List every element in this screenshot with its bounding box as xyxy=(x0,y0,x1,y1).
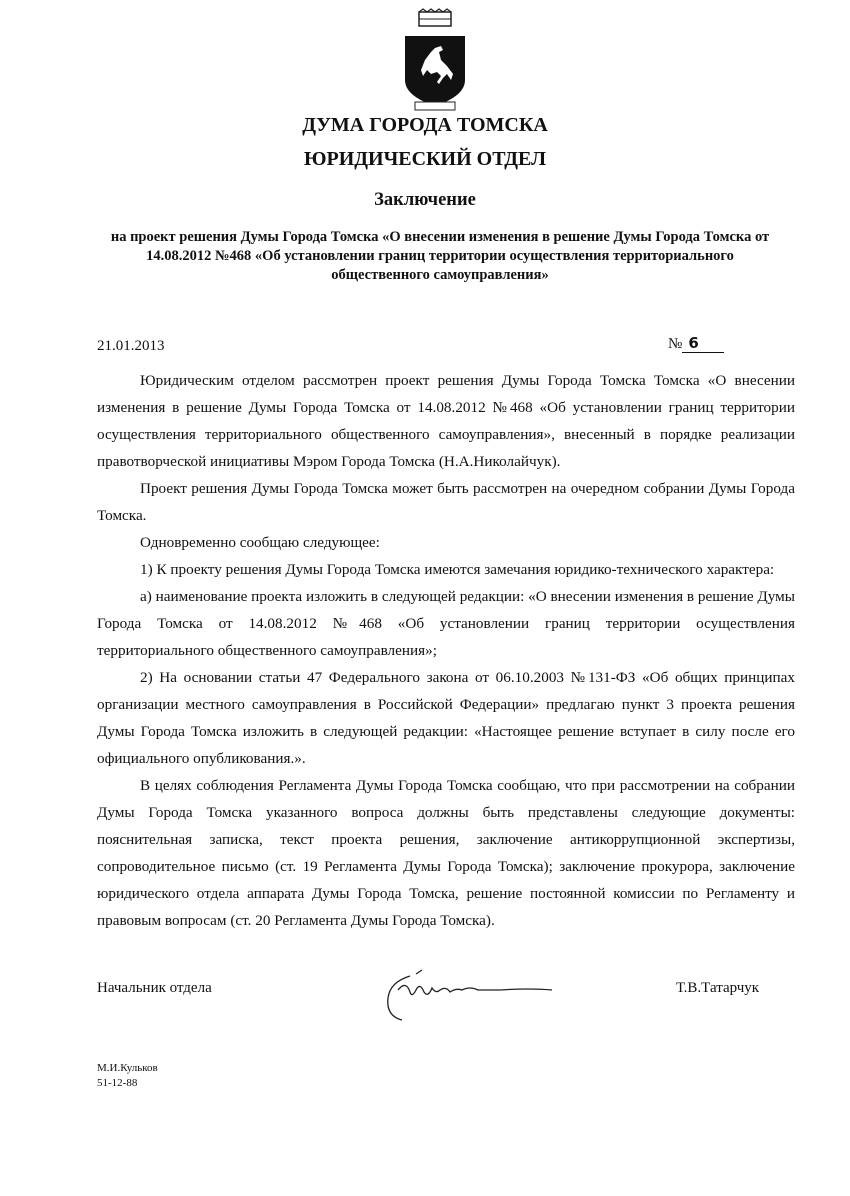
signer-position: Начальник отдела xyxy=(97,980,212,996)
number-value: 6 xyxy=(682,334,724,353)
document-date: 21.01.2013 xyxy=(97,338,165,354)
paragraph: Одновременно сообщаю следующее: xyxy=(140,534,380,551)
paragraph: В целях соблюдения Регламента Думы Города Томска сообщаю, что при рассмотрении на собрании Думы Города Томска указанного вопроса должны быть представлены следующие документы: пояснительная записка, текст проекта решения, заключение антикоррупционной экспертизы, сопроводительное письмо (ст. 19 Регламента Думы Города Томска); заключение прокурора, заключение юридического отдела аппарата Думы Города Томска, решение постоянной комиссии по Регламенту и правовым вопросам (ст. 20 Регламента Думы Города Томска). xyxy=(97,777,795,929)
executor-phone: 51-12-88 xyxy=(97,1077,138,1089)
signer-name: Т.В.Татарчук xyxy=(676,980,760,996)
paragraph: а) наименование проекта изложить в следующей редакции: «О внесении изменения в решение Думы Города Томска от 14.08.2012 №468 «Об установлении границ территории осуществления территориального общественного самоуправления»; xyxy=(97,588,795,659)
city-coat-of-arms xyxy=(403,8,467,112)
organization-name: ДУМА ГОРОДА ТОМСКА xyxy=(302,114,548,136)
paragraph: Проект решения Думы Города Томска может быть рассмотрен на очередном собрании Думы Города Томска. xyxy=(97,480,795,524)
paragraph: Юридическим отделом рассмотрен проект решения Думы Города Томска Томска «О внесении изменения в решение Думы Города Томска от 14.08.2012 №468 «Об установлении границ территории осуществления территориального общественного самоуправления», внесенный в порядке реализации правотворческой инициативы Мэром Города Томска (Н.А.Николайчук). xyxy=(97,372,795,470)
document-number xyxy=(668,334,724,353)
executor-name: М.И.Кульков xyxy=(97,1062,158,1074)
paragraph: 1) К проекту решения Думы Города Томска имеются замечания юридико-технического характера: xyxy=(140,561,775,578)
handwritten-signature xyxy=(380,968,560,1028)
document-body xyxy=(97,367,795,934)
document-type: Заключение xyxy=(374,190,476,210)
number-label: № xyxy=(668,336,683,352)
document-subject: на проект решения Думы Города Томска «О внесении изменения в решение Думы Города Томска от 14.08.2012 №468 «Об установлении границ территории осуществления территориального общественного самоуправления» xyxy=(110,229,770,283)
paragraph: 2) На основании статьи 47 Федерального закона от 06.10.2003 №131-ФЗ «Об общих принципах организации местного самоуправления в Российской Федерации» предлагаю пункт 3 проекта решения Думы Города Томска изложить в следующей редакции: «Настоящее решение вступает в силу после его официального опубликования.». xyxy=(97,669,795,767)
department-name: ЮРИДИЧЕСКИЙ ОТДЕЛ xyxy=(303,148,547,170)
